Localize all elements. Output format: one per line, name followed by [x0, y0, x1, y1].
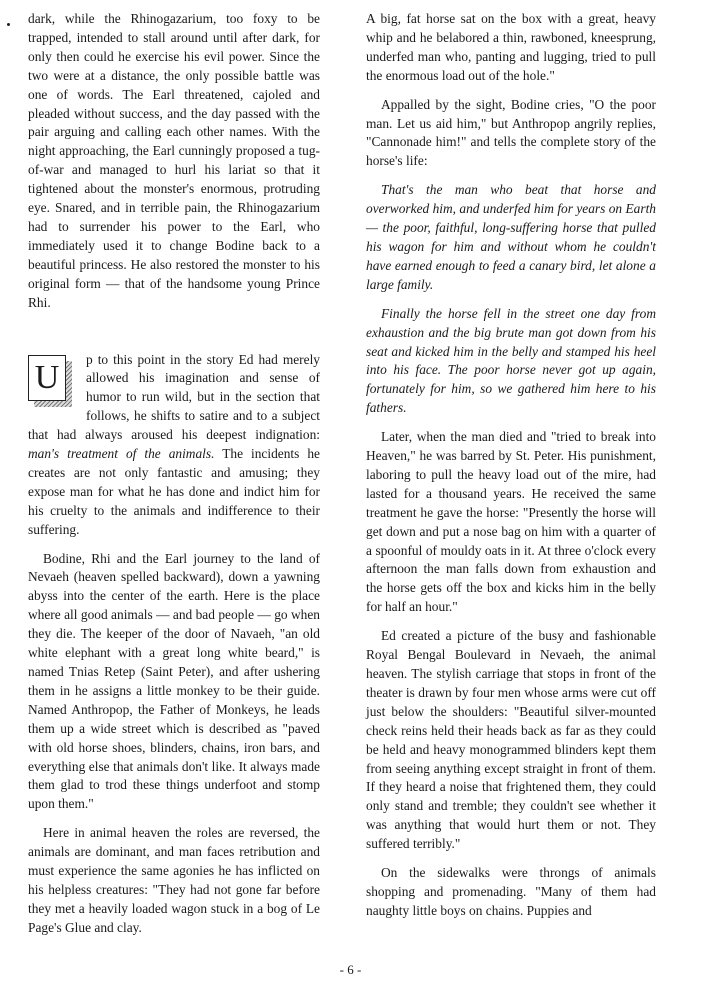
paragraph: On the sidewalks were throngs of animals shopping and promenading. "Many of them had naughty little boys on chains. Puppies and	[366, 865, 656, 918]
paragraph-text: The incidents he creates are not only fantastic and amusing; they expose man for what he has done and indict him for his cruelty to the animals and indifference to their suffering.	[28, 446, 320, 537]
paragraph-dropcap	[28, 351, 320, 540]
left-column	[28, 10, 320, 938]
block-quote: That's the man who beat that horse and overworked him, and underfed him for years on Earth — the poor, faithful, long-suffering horse that pulled his wagon for him and without whom he couldn't have earned enough to feed a canary bird, let alone a large family.	[366, 182, 656, 292]
drop-cap	[28, 355, 80, 413]
paragraph: dark, while the Rhinogazarium, too foxy to be trapped, intended to stall around until after dark, for only then could he exercise his evil power. Since the two were at a distance, the only possible battle was one of words. The Earl threatened, cajoled and pleaded without success, and the day passed with the pair arguing and calling each other names. With the night approaching, the Earl cunningly proposed a tug-of-war and managed to hurl his lariat so that it tightened about the monster's enormous, protruding eye. Snared, and in terrible pain, the Rhinogazarium had to surrender his power to the Earl, who immediately used it to change Bodine back to a beautiful princess. He also restored the monster to his original form — that of the handsome young Prince Rhi.	[28, 11, 320, 310]
right-column	[366, 10, 656, 921]
paragraph: A big, fat horse sat on the box with a great, heavy whip and he belabored a thin, rawboned, kneesprung, underfed man who, panting and lugging, tried to pull the enormous load out of the hole."	[366, 11, 656, 83]
paragraph: Later, when the man died and "tried to break into Heaven," he was barred by St. Peter. His punishment, laboring to pull the heavy load out of the mire, had lasted for a thousand years. He received the same treatment he gave the horse: "Presently the horse will get down and put a nose bag on him with a quarter of a spoonful of mouldy oats in it. At three o'clock every afternoon the man falls down from exhaustion and the horse gets off the box and kicks him in the belly for half an hour."	[366, 429, 656, 615]
emphasis-text: man's treatment of the animals.	[28, 446, 215, 462]
margin-mark	[7, 23, 10, 26]
paragraph: Appalled by the sight, Bodine cries, "O the poor man. Let us aid him," but Anthropop angrily replies, "Cannonade him!" and tells the complete story of the horse's life:	[366, 96, 656, 169]
paragraph: Bodine, Rhi and the Earl journey to the land of Nevaeh (heaven spelled backward), down a yawning abyss into the center of the earth. Here is the place where all good animals — and bad people — go when they die. The keeper of the door of Navaeh, "an old white elephant with a great long white beard," is named Tnias Retep (Saint Peter), and after ushering them in he assigns a little monkey to be their guide. Named Anthropop, the Father of Monkeys, he leads them up a wide street which is described as "paved with old horse shoes, blinders, chains, iron bars, and everything else that animals don't like. It always made them glad to trod these things underfoot and stomp upon them."	[28, 550, 320, 812]
drop-cap-letter: U	[28, 355, 66, 401]
block-quote: Finally the horse fell in the street one day from exhaustion and the big brute man got down from his seat and kicked him in the belly and stamped his heel into his face. The poor horse never got up again, fortunately for him, so we gathered him here to his fathers.	[366, 305, 656, 416]
page-number: - 6 -	[339, 962, 362, 977]
paragraph-text: p to this point in the story Ed had merely allowed his imagination and sense of humor to run wild, but in the section that follows, he shifts to satire and to a subject that had always aroused his deepest indignation:	[28, 351, 320, 443]
paragraph: Ed created a picture of the busy and fashionable Royal Bengal Boulevard in Nevaeh, the animal heaven. The stylish carriage that stops in front of the theater is drawn by four men whose arms were cut off just below the shoulders: "Beautiful silver-mounted check reins held their heads back as far as they could be held and heavy monogrammed blinders kept them from seeing anything except straight in front of them. If they heard a noise that frightened them, they could only stand and tremble; they couldn't see whether it was anything that would hurt them or not. They suffered terribly."	[366, 628, 656, 852]
paragraph: Here in animal heaven the roles are reversed, the animals are dominant, and man faces retribution and must experience the same agonies he has inflicted on his helpless creatures: "They had not gone far before they met a heavily loaded wagon stuck in a bog of Le Page's Glue and clay.	[28, 825, 320, 935]
